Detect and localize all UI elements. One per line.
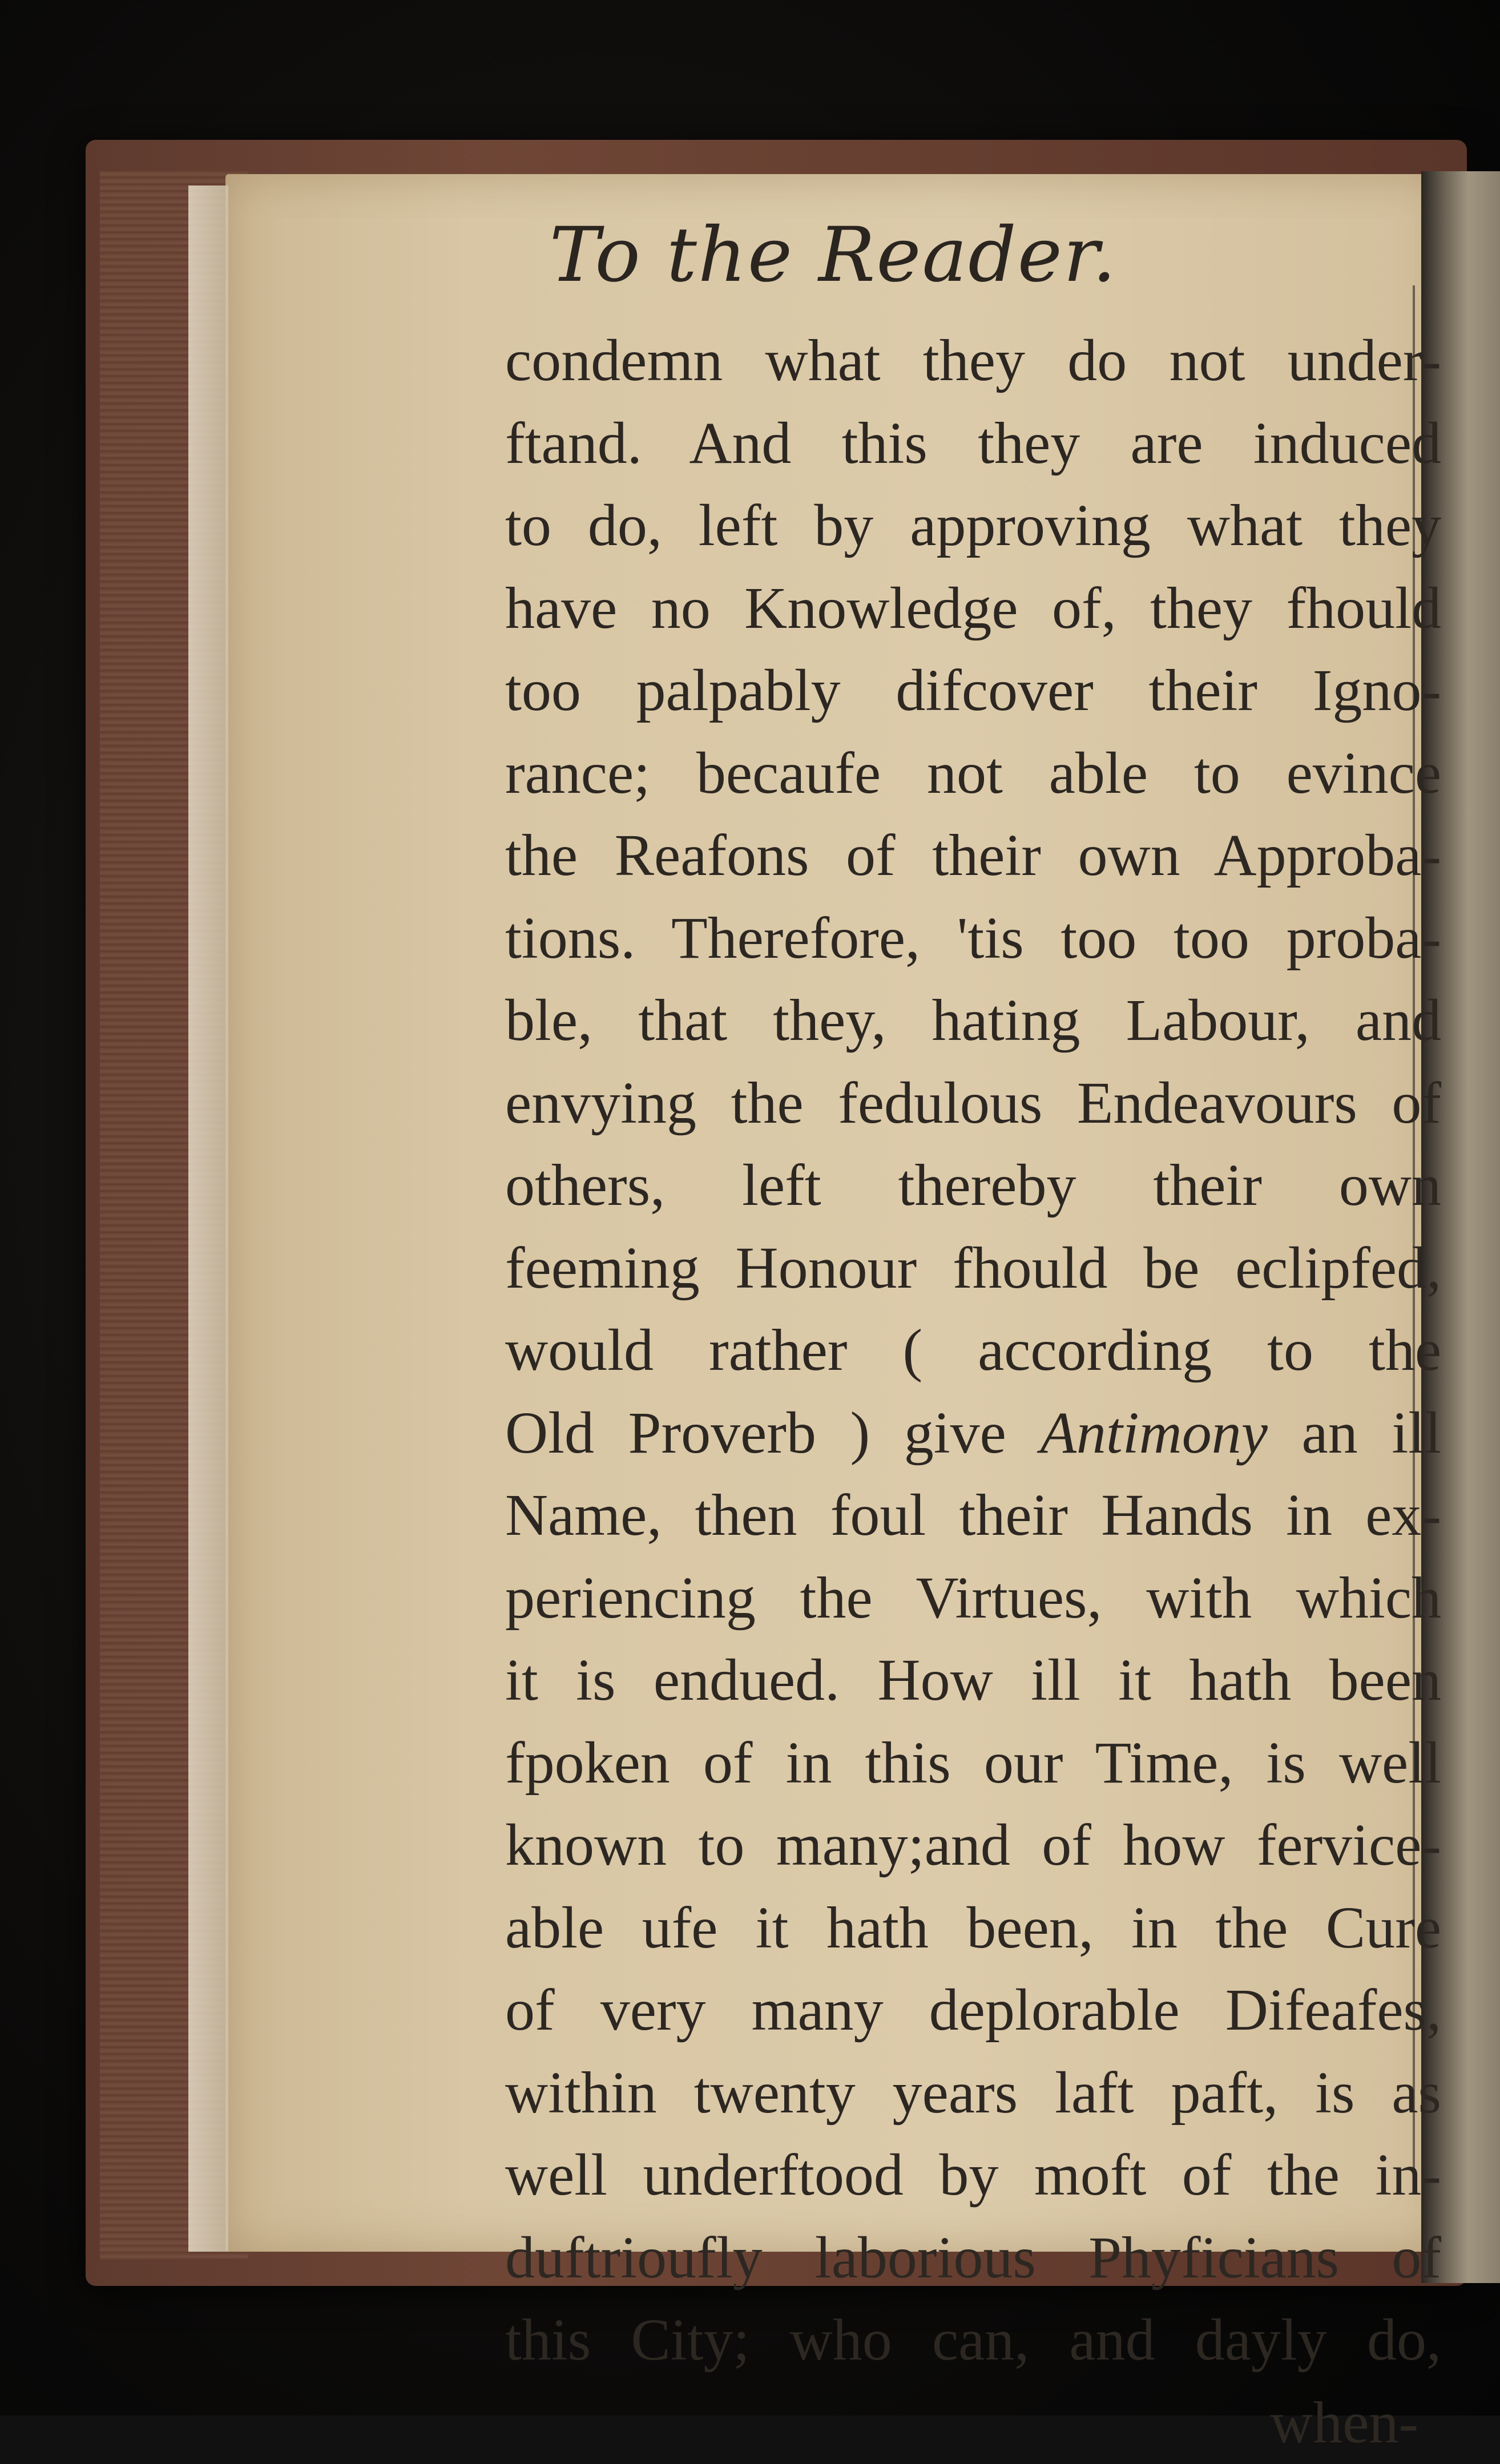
italic-word: Antimony <box>1040 1400 1268 1466</box>
text-line: envying the fedulous Endeavours of <box>505 1062 1441 1145</box>
text-line: tions. Therefore, 'tis too too proba- <box>505 897 1441 980</box>
running-head: To the Reader. <box>225 211 1441 299</box>
text-line: periencing the Virtues, with which <box>505 1557 1441 1640</box>
text-line: to do, left by approving what they <box>505 485 1441 567</box>
page-edge <box>188 185 228 2252</box>
text-line: this City; who can, and dayly do, <box>505 2299 1441 2382</box>
text-line-antimony: Old Proverb ) give Antimony an ill <box>505 1392 1441 1475</box>
catchword: when- <box>505 2382 1441 2464</box>
text-line: too palpably difcover their Igno- <box>505 650 1441 732</box>
text-line: feeming Honour fhould be eclipfed, <box>505 1227 1441 1310</box>
text-line: would rather ( according to the <box>505 1309 1441 1392</box>
text-line: well underftood by moft of the in- <box>505 2134 1441 2217</box>
page-body <box>505 320 1441 2464</box>
text-line: condemn what they do not under- <box>505 320 1441 402</box>
text-line: rance; becaufe not able to evince <box>505 732 1441 815</box>
text-line: others, left thereby their own <box>505 1144 1441 1227</box>
text-line: within twenty years laft paft, is as <box>505 2052 1441 2135</box>
text-line: duftrioufly laborious Phyficians of <box>505 2217 1441 2300</box>
facing-page-fragments <box>1444 297 1500 1952</box>
text-line: able ufe it hath been, in the Cure <box>505 1887 1441 1970</box>
text-line: Name, then foul their Hands in ex- <box>505 1474 1441 1557</box>
text-line: of very many deplorable Difeafes, <box>505 1969 1441 2052</box>
text-line: the Reafons of their own Approba- <box>505 814 1441 897</box>
text-line: it is endued. How ill it hath been <box>505 1639 1441 1722</box>
text-line: fpoken of in this our Time, is well <box>505 1722 1441 1805</box>
text-line: ftand. And this they are induced <box>505 402 1441 485</box>
text-line: ble, that they, hating Labour, and <box>505 979 1441 1062</box>
text-line: known to many;and of how fervice- <box>505 1804 1441 1887</box>
text-line: have no Knowledge of, they fhould <box>505 567 1441 650</box>
